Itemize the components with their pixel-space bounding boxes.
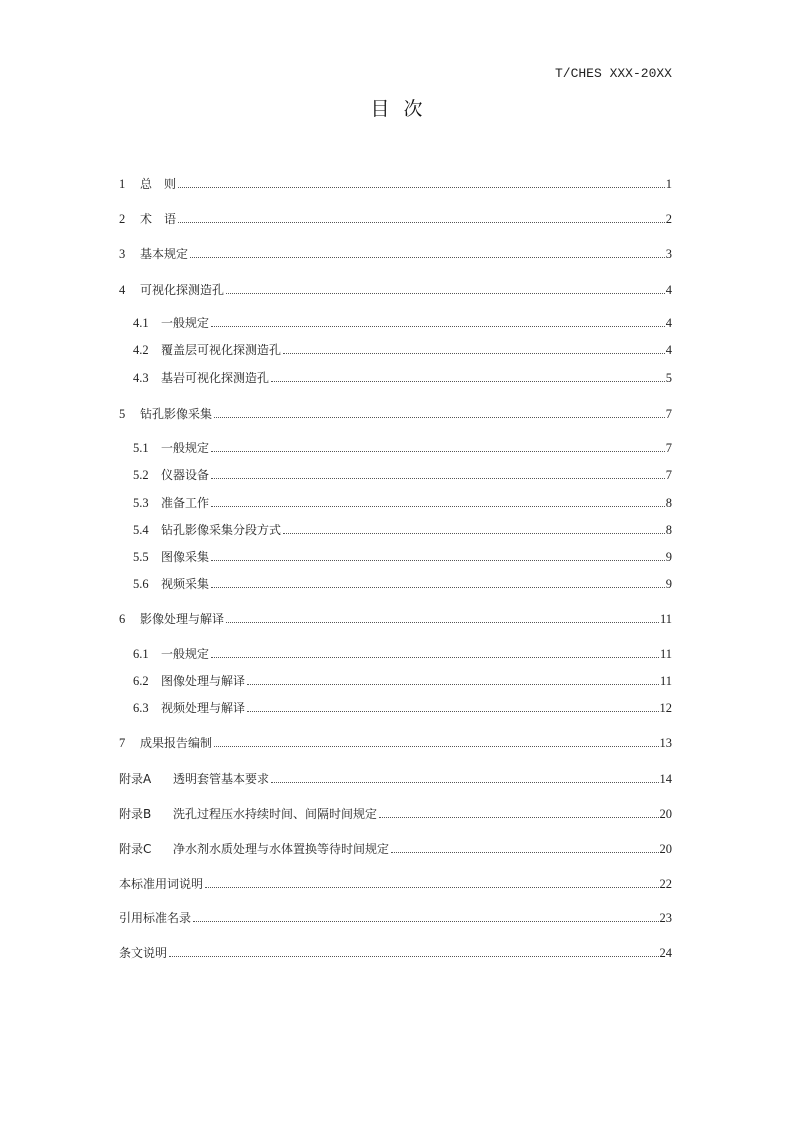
dot-leader (193, 921, 658, 922)
toc-entry-page: 3 (665, 247, 672, 261)
toc-entry-title: 基本规定 (140, 247, 189, 261)
toc-entry-number: 6.1 (133, 647, 149, 661)
page-title: 目次 (370, 98, 437, 120)
toc-entry-page: 24 (659, 946, 672, 960)
toc-entry-number: 4.1 (133, 316, 149, 330)
toc-entry[interactable] (133, 440, 672, 456)
toc-entry[interactable] (133, 370, 672, 386)
toc-entry-page: 7 (665, 407, 672, 421)
toc-entry[interactable] (133, 576, 672, 592)
toc-entry-title: 透明套管基本要求 (173, 772, 270, 786)
toc-entry-number: 1 (119, 177, 126, 191)
toc-entry-title: 图像处理与解译 (161, 674, 246, 688)
toc-entry-number: 附录B (119, 807, 152, 821)
toc-entry[interactable] (119, 735, 672, 751)
dot-leader (211, 657, 659, 658)
toc-entry[interactable] (119, 211, 672, 227)
dot-leader (379, 817, 658, 818)
toc-entry-number: 附录C (119, 842, 152, 856)
toc-entry-number: 5.5 (133, 550, 149, 564)
toc-entry[interactable] (133, 315, 672, 331)
toc-entry-number: 7 (119, 736, 126, 750)
toc-entry-title: 视频采集 (161, 577, 210, 591)
toc-entry-title: 引用标准名录 (119, 911, 192, 925)
toc-entry[interactable] (133, 342, 672, 358)
toc-entry[interactable] (133, 549, 672, 565)
dot-leader (226, 293, 665, 294)
dot-leader (211, 451, 665, 452)
toc-entry-page: 20 (659, 842, 672, 856)
toc-entry[interactable] (133, 646, 672, 662)
toc-entry-title: 覆盖层可视化探测造孔 (161, 343, 282, 357)
toc-entry-page: 7 (665, 441, 672, 455)
dot-leader (178, 187, 665, 188)
dot-leader (271, 381, 665, 382)
toc-entry-number: 4.2 (133, 343, 149, 357)
toc-entry-title: 图像采集 (161, 550, 210, 564)
toc-entry-number: 3 (119, 247, 126, 261)
toc-entry[interactable] (133, 495, 672, 511)
toc-entry-title: 仪器设备 (161, 468, 210, 482)
toc-entry-page: 7 (665, 468, 672, 482)
toc-entry-number: 6 (119, 612, 126, 626)
dot-leader (283, 533, 665, 534)
toc-entry-title: 一般规定 (161, 441, 210, 455)
dot-leader (271, 782, 658, 783)
toc-entry-page: 8 (665, 496, 672, 510)
toc-entry-title: 视频处理与解译 (161, 701, 246, 715)
toc-entry-title: 本标准用词说明 (119, 877, 204, 891)
toc-entry[interactable] (119, 176, 672, 192)
toc-entry-title: 可视化探测造孔 (140, 283, 225, 297)
dot-leader (214, 746, 658, 747)
toc-entry-page: 4 (665, 283, 672, 297)
toc-entry[interactable] (119, 910, 672, 926)
toc-entry[interactable] (119, 806, 672, 822)
toc-entry[interactable] (119, 282, 672, 298)
toc-entry-title: 钻孔影像采集分段方式 (161, 523, 282, 537)
toc-entry-page: 23 (659, 911, 672, 925)
toc-entry-number: 5.3 (133, 496, 149, 510)
toc-entry-page: 2 (665, 212, 672, 226)
toc-entry-number: 附录A (119, 772, 152, 786)
toc-entry-page: 11 (659, 612, 672, 626)
toc-entry-page: 11 (659, 647, 672, 661)
toc-entry-title: 条文说明 (119, 946, 168, 960)
toc-entry[interactable] (119, 876, 672, 892)
toc-entry-page: 20 (659, 807, 672, 821)
toc-entry-title: 准备工作 (161, 496, 210, 510)
toc-entry-title: 基岩可视化探测造孔 (161, 371, 270, 385)
toc-entry-page: 1 (665, 177, 672, 191)
toc-entry-page: 12 (659, 701, 672, 715)
toc-entry-page: 14 (659, 772, 672, 786)
dot-leader (190, 257, 665, 258)
toc-entry[interactable] (133, 673, 672, 689)
toc-entry[interactable] (119, 841, 672, 857)
toc-entry-page: 11 (659, 674, 672, 688)
toc-entry[interactable] (133, 700, 672, 716)
toc-entry-page: 4 (665, 343, 672, 357)
toc-entry-title: 一般规定 (161, 316, 210, 330)
toc-entry-number: 5 (119, 407, 126, 421)
toc-entry[interactable] (133, 522, 672, 538)
toc-entry-number: 5.1 (133, 441, 149, 455)
toc-entry-number: 4 (119, 283, 126, 297)
toc-entry-number: 5.4 (133, 523, 149, 537)
toc-entry-title: 净水剂水质处理与水体置换等待时间规定 (173, 842, 390, 856)
toc-entry[interactable] (119, 611, 672, 627)
toc-entry-page: 22 (659, 877, 672, 891)
dot-leader (211, 587, 665, 588)
toc-entry-number: 5.6 (133, 577, 149, 591)
toc-entry-number: 6.2 (133, 674, 149, 688)
toc-entry-page: 9 (665, 550, 672, 564)
toc-entry-number: 5.2 (133, 468, 149, 482)
toc-entry-page: 5 (665, 371, 672, 385)
toc-entry[interactable] (119, 406, 672, 422)
toc-entry-number: 4.3 (133, 371, 149, 385)
toc-entry-number: 6.3 (133, 701, 149, 715)
toc-entry-title: 影像处理与解译 (140, 612, 225, 626)
dot-leader (226, 622, 659, 623)
dot-leader (247, 711, 658, 712)
toc-entry-title: 术 语 (140, 212, 177, 226)
toc-entry-number: 2 (119, 212, 126, 226)
toc-entry-title: 一般规定 (161, 647, 210, 661)
dot-leader (211, 506, 665, 507)
dot-leader (205, 887, 658, 888)
toc-entry[interactable] (133, 467, 672, 483)
standard-code: T/CHES XXX-20XX (554, 66, 672, 81)
toc-entry-title: 钻孔影像采集 (140, 407, 213, 421)
toc-entry[interactable] (119, 771, 672, 787)
toc-entry-page: 13 (659, 736, 672, 750)
toc-entry-page: 4 (665, 316, 672, 330)
dot-leader (211, 478, 665, 479)
dot-leader (169, 956, 658, 957)
dot-leader (214, 417, 665, 418)
dot-leader (211, 560, 665, 561)
dot-leader (247, 684, 659, 685)
toc-entry-title: 成果报告编制 (140, 736, 213, 750)
toc-entry-title: 总 则 (140, 177, 177, 191)
dot-leader (391, 852, 658, 853)
toc-entry-page: 9 (665, 577, 672, 591)
dot-leader (211, 326, 665, 327)
toc-entry-title: 洗孔过程压水持续时间、间隔时间规定 (173, 807, 378, 821)
toc-entry[interactable] (119, 945, 672, 961)
dot-leader (178, 222, 665, 223)
toc-entry-page: 8 (665, 523, 672, 537)
toc-entry[interactable] (119, 246, 672, 262)
dot-leader (283, 353, 665, 354)
